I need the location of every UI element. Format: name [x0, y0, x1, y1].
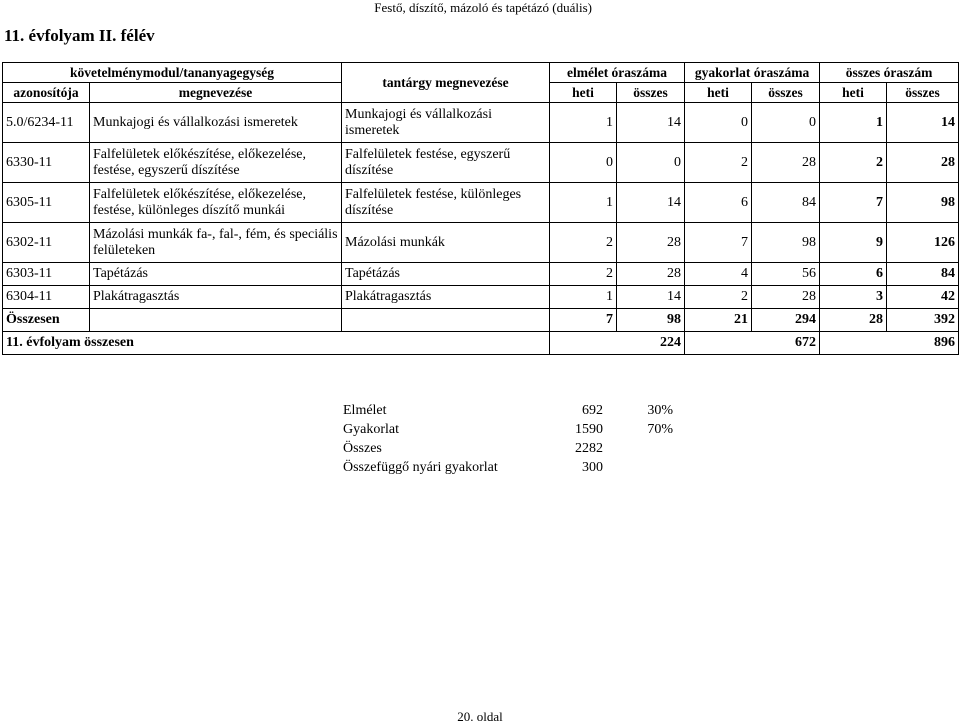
theory-heti: 1 — [550, 286, 617, 309]
col-subject: tantárgy megnevezése — [342, 63, 550, 103]
summary-label: Összefüggő nyári gyakorlat — [343, 460, 498, 475]
practice-osszes: 28 — [752, 143, 820, 183]
row-name: Falfelületek előkészítése, előkezelése, festése, egyszerű díszítése — [90, 143, 342, 183]
practice-osszes: 56 — [752, 263, 820, 286]
summary-value: 300 — [582, 460, 603, 475]
curriculum-table — [2, 62, 959, 355]
summary-percent: 30% — [647, 403, 673, 418]
total-osszes: 14 — [887, 103, 959, 143]
col-id: azonosítója — [3, 83, 90, 103]
total-theory-heti: 7 — [550, 309, 617, 332]
table-row — [3, 103, 959, 143]
total-osszes: 98 — [887, 183, 959, 223]
total-label: Összesen — [3, 309, 90, 332]
total-theory-osszes: 98 — [617, 309, 685, 332]
practice-osszes: 84 — [752, 183, 820, 223]
table-row — [3, 183, 959, 223]
year-total-label: 11. évfolyam összesen — [3, 332, 550, 355]
summary-row — [343, 401, 673, 420]
summary-value: 692 — [582, 403, 603, 418]
theory-osszes: 28 — [617, 223, 685, 263]
row-subject: Munkajogi és vállalkozási ismeretek — [342, 103, 550, 143]
col-total: összes óraszám — [820, 63, 959, 83]
total-practice-osszes: 294 — [752, 309, 820, 332]
summary-label: Összes — [343, 441, 382, 456]
row-id: 6305-11 — [3, 183, 90, 223]
col-theory: elmélet óraszáma — [550, 63, 685, 83]
total-total-heti: 28 — [820, 309, 887, 332]
row-subject: Mázolási munkák — [342, 223, 550, 263]
row-id: 5.0/6234-11 — [3, 103, 90, 143]
total-empty-subject — [342, 309, 550, 332]
total-heti: 1 — [820, 103, 887, 143]
theory-osszes: 14 — [617, 103, 685, 143]
total-empty-name — [90, 309, 342, 332]
table-row — [3, 223, 959, 263]
row-subject: Falfelületek festése, egyszerű díszítése — [342, 143, 550, 183]
theory-osszes: 0 — [617, 143, 685, 183]
table-row — [3, 286, 959, 309]
practice-heti: 6 — [685, 183, 752, 223]
summary-value: 2282 — [575, 441, 603, 456]
practice-heti: 2 — [685, 286, 752, 309]
row-subject: Plakátragasztás — [342, 286, 550, 309]
row-subject: Falfelületek festése, különleges díszítése — [342, 183, 550, 223]
theory-heti: 1 — [550, 103, 617, 143]
row-name: Plakátragasztás — [90, 286, 342, 309]
year-total-row — [3, 332, 959, 355]
total-total-osszes: 392 — [887, 309, 959, 332]
col-practice: gyakorlat óraszáma — [685, 63, 820, 83]
theory-heti: 0 — [550, 143, 617, 183]
total-osszes: 28 — [887, 143, 959, 183]
col-total-heti: heti — [820, 83, 887, 103]
practice-osszes: 28 — [752, 286, 820, 309]
theory-osszes: 14 — [617, 286, 685, 309]
total-heti: 3 — [820, 286, 887, 309]
year-total-all: 896 — [820, 332, 959, 355]
total-osszes: 42 — [887, 286, 959, 309]
summary-label: Gyakorlat — [343, 422, 399, 437]
summary-row — [343, 458, 673, 477]
row-id: 6302-11 — [3, 223, 90, 263]
program-name: Festő, díszítő, mázoló és tapétázó (duális) — [374, 0, 592, 15]
summary-row — [343, 439, 673, 458]
summary-row — [343, 420, 673, 439]
practice-heti: 0 — [685, 103, 752, 143]
col-group-module: követelménymodul/tananyagegység — [3, 63, 342, 83]
theory-osszes: 14 — [617, 183, 685, 223]
table-row — [3, 263, 959, 286]
year-total-theory: 224 — [550, 332, 685, 355]
col-theory-osszes: összes — [617, 83, 685, 103]
total-heti: 7 — [820, 183, 887, 223]
total-row — [3, 309, 959, 332]
year-total-practice: 672 — [685, 332, 820, 355]
total-heti: 2 — [820, 143, 887, 183]
row-name: Munkajogi és vállalkozási ismeretek — [90, 103, 342, 143]
header-row-1 — [3, 63, 959, 83]
row-id: 6330-11 — [3, 143, 90, 183]
summary-value: 1590 — [575, 422, 603, 437]
row-name: Mázolási munkák fa-, fal-, fém, és speciális felületeken — [90, 223, 342, 263]
col-practice-osszes: összes — [752, 83, 820, 103]
page-title: 11. évfolyam II. félév — [4, 26, 155, 45]
practice-osszes: 98 — [752, 223, 820, 263]
table-row — [3, 143, 959, 183]
col-total-osszes: összes — [887, 83, 959, 103]
total-heti: 9 — [820, 223, 887, 263]
row-name: Falfelületek előkészítése, előkezelése, festése, különleges díszítő munkái — [90, 183, 342, 223]
total-osszes: 84 — [887, 263, 959, 286]
col-name: megnevezése — [90, 83, 342, 103]
summary-percent: 70% — [647, 422, 673, 437]
summary-table — [343, 401, 673, 477]
total-practice-heti: 21 — [685, 309, 752, 332]
row-name: Tapétázás — [90, 263, 342, 286]
practice-heti: 2 — [685, 143, 752, 183]
summary-label: Elmélet — [343, 403, 387, 418]
row-id: 6304-11 — [3, 286, 90, 309]
theory-heti: 2 — [550, 263, 617, 286]
col-practice-heti: heti — [685, 83, 752, 103]
row-id: 6303-11 — [3, 263, 90, 286]
summary-percent — [603, 458, 673, 477]
practice-heti: 4 — [685, 263, 752, 286]
summary-percent — [603, 439, 673, 458]
theory-heti: 1 — [550, 183, 617, 223]
practice-osszes: 0 — [752, 103, 820, 143]
page-number: 20. oldal — [457, 709, 503, 724]
total-osszes: 126 — [887, 223, 959, 263]
theory-heti: 2 — [550, 223, 617, 263]
practice-heti: 7 — [685, 223, 752, 263]
col-theory-heti: heti — [550, 83, 617, 103]
row-subject: Tapétázás — [342, 263, 550, 286]
total-heti: 6 — [820, 263, 887, 286]
theory-osszes: 28 — [617, 263, 685, 286]
